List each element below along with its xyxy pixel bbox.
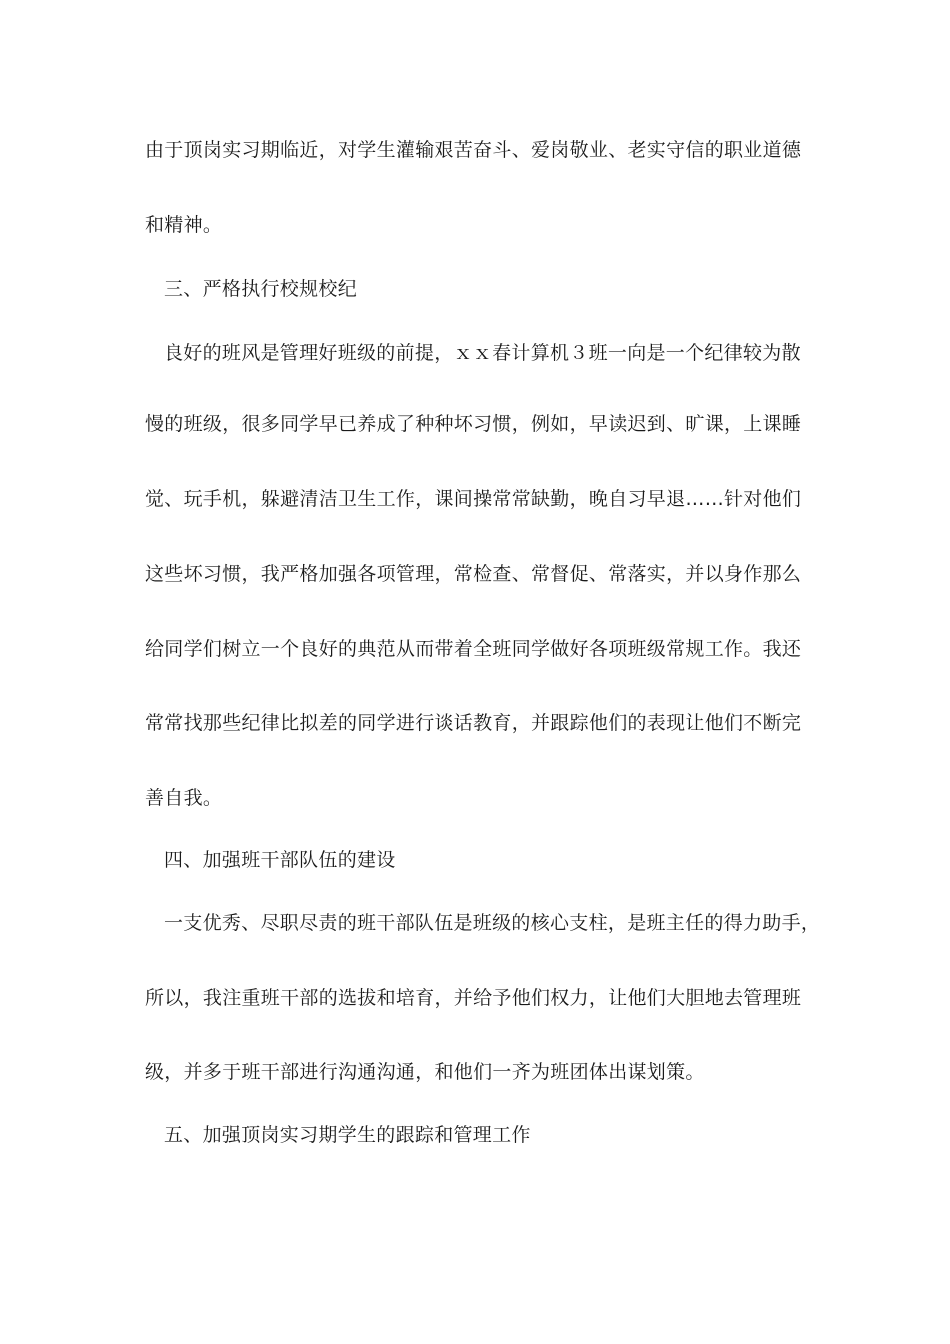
paragraph-line: 良好的班风是管理好班级的前提，ｘｘ春计算机３班一向是一个纪律较为散 <box>164 342 801 364</box>
paragraph-line: 所以，我注重班干部的选拔和培育，并给予他们权力，让他们大胆地去管理班 <box>145 987 802 1009</box>
section-heading: 三、严格执行校规校纪 <box>164 278 358 300</box>
paragraph-line: 觉、玩手机，躲避清洁卫生工作，课间操常常缺勤，晚自习早退……针对他们 <box>145 488 802 510</box>
paragraph-line: 常常找那些纪律比拟差的同学进行谈话教育，并跟踪他们的表现让他们不断完 <box>145 712 802 734</box>
paragraph-line: 给同学们树立一个良好的典范从而带着全班同学做好各项班级常规工作。我还 <box>145 638 802 660</box>
section-heading: 五、加强顶岗实习期学生的跟踪和管理工作 <box>164 1124 531 1146</box>
section-heading: 四、加强班干部队伍的建设 <box>164 849 396 871</box>
paragraph-line: 和精神。 <box>145 214 223 236</box>
paragraph-line: 善自我。 <box>145 787 223 809</box>
paragraph-line: 一支优秀、尽职尽责的班干部队伍是班级的核心支柱，是班主任的得力助手， <box>164 912 821 934</box>
paragraph-line: 级，并多于班干部进行沟通沟通，和他们一齐为班团体出谋划策。 <box>145 1061 705 1083</box>
paragraph-line: 由于顶岗实习期临近，对学生灌输艰苦奋斗、爱岗敬业、老实守信的职业道德 <box>145 139 802 161</box>
paragraph-line: 慢的班级，很多同学早已养成了种种坏习惯，例如，早读迟到、旷课，上课睡 <box>145 413 802 435</box>
paragraph-line: 这些坏习惯，我严格加强各项管理，常检查、常督促、常落实，并以身作那么 <box>145 563 802 585</box>
